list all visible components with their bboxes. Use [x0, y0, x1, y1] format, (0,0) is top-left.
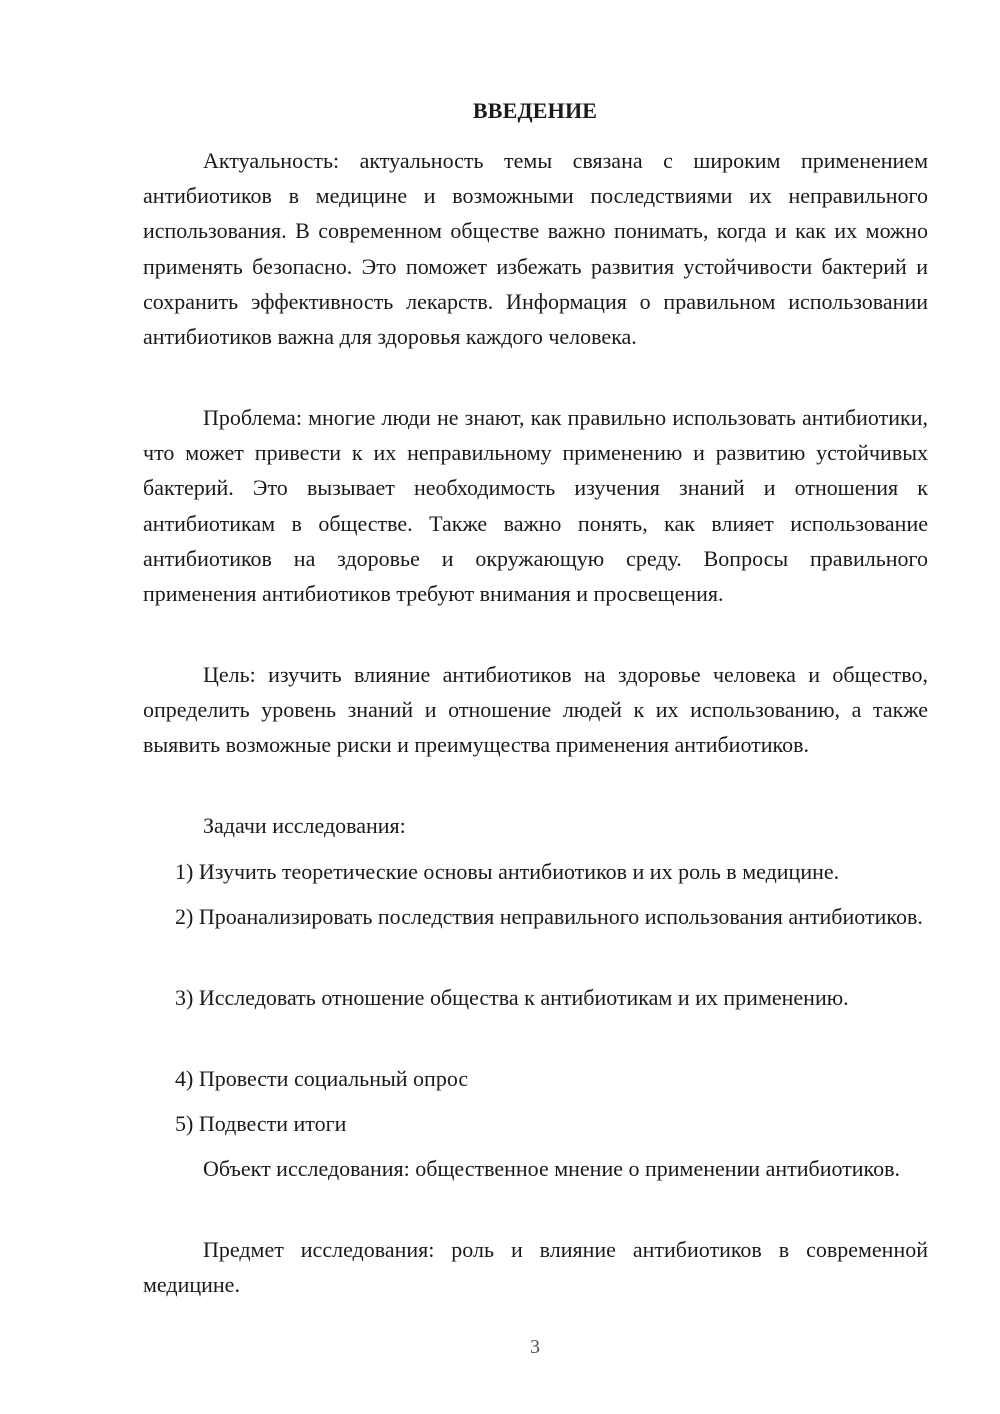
paragraph-goal: Цель: изучить влияние антибиотиков на здоровье человека и общество, определить уровень знаний и отношение людей к их использованию, а также выявить возможные риски и преимущества применения антибиотиков.: [143, 662, 928, 758]
paragraph-relevance: Актуальность: актуальность темы связана с широким применением антибиотиков в медицине и возможными последствиями их неправильного использования. В современном обществе важно понимать, когда и как их можно применять безопасно. Это поможет избежать развития устойчивости бактерий и сохранить эффективность лекарств. Информация о правильном использовании антибиотиков важна для здоровья каждого человека.: [143, 148, 928, 350]
task-item-4: 4) Провести социальный опрос: [175, 1066, 469, 1091]
tasks-heading: Задачи исследования:: [203, 813, 406, 838]
paragraph-object: Объект исследования: общественное мнение о применении антибиотиков.: [203, 1156, 901, 1181]
task-item-1: 1) Изучить теоретические основы антибиотиков и их роль в медицине.: [175, 859, 840, 884]
task-item-2: 2) Проанализировать последствия неправильного использования антибиотиков.: [175, 904, 923, 929]
page-number: 3: [530, 1336, 540, 1358]
task-item-5: 5) Подвести итоги: [175, 1111, 347, 1136]
task-item-3: 3) Исследовать отношение общества к антибиотикам и их применению.: [175, 985, 849, 1010]
paragraph-subject: Предмет исследования: роль и влияние антибиотиков в современной медицине.: [143, 1237, 928, 1298]
section-heading: ВВЕДЕНИЕ: [472, 98, 598, 123]
paragraph-problem: Проблема: многие люди не знают, как правильно использовать антибиотики, что может привести к их неправильному применению и развитию устойчивых бактерий. Это вызывает необходимость изучения знаний и отношения к антибиотикам в обществе. Также важно понять, как влияет использование антибиотиков на здоровье и окружающую среду. Вопросы правильного применения антибиотиков требуют внимания и просвещения.: [143, 405, 928, 607]
